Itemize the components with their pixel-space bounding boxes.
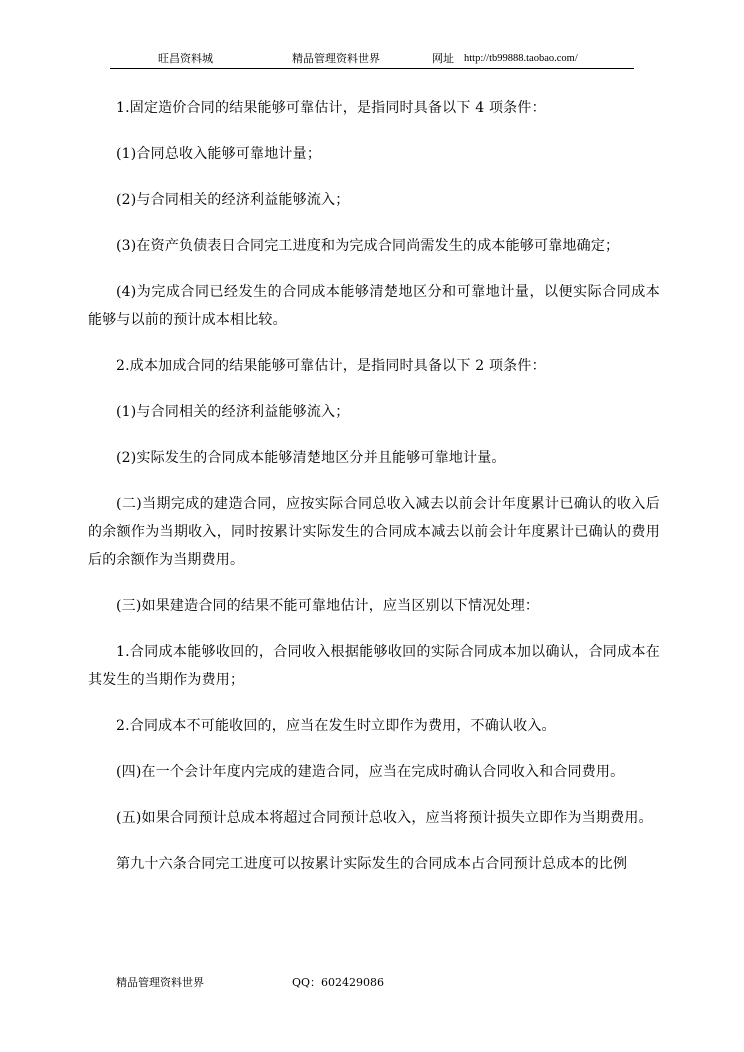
document-body [88, 94, 660, 878]
header-url-link[interactable]: http://tb99888.taobao.com/ [464, 53, 578, 64]
page-header [110, 52, 634, 69]
paragraph: 1.合同成本能够收回的，合同收入根据能够收回的实际合同成本加以确认，合同成本在其发生的当期作为费用； [88, 644, 660, 688]
paragraph: 1.固定造价合同的结果能够可靠估计，是指同时具备以下 4 项条件： [116, 100, 546, 116]
header-site-name: 精品管理资料世界 [292, 52, 380, 65]
paragraph: (五)如果合同预计总成本将超过合同预计总收入，应当将预计损失立即作为当期费用。 [116, 810, 653, 826]
paragraph: (1)与合同相关的经济利益能够流入； [116, 404, 350, 420]
paragraph: (二)当期完成的建造合同，应按实际合同总收入减去以前会计年度累计已确认的收入后的余额作为当期收入，同时按累计实际发生的合同成本减去以前会计年度累计已确认的费用后的余额作为当期费用。 [88, 496, 660, 568]
paragraph: 2.合同成本不可能收回的，应当在发生时立即作为费用，不确认收入。 [116, 718, 556, 734]
paragraph: 2.成本加成合同的结果能够可靠估计，是指同时具备以下 2 项条件： [116, 358, 546, 374]
header-url-label: 网址 [432, 52, 454, 65]
paragraph: 第九十六条合同完工进度可以按累计实际发生的合同成本占合同预计总成本的比例 [116, 856, 628, 872]
paragraph: (2)实际发生的合同成本能够清楚地区分并且能够可靠地计量。 [116, 450, 506, 466]
paragraph: (2)与合同相关的经济利益能够流入； [116, 192, 350, 208]
paragraph: (3)在资产负债表日合同完工进度和为完成合同尚需发生的成本能够可靠地确定； [116, 238, 620, 254]
footer-qq-contact: QQ：602429086 [292, 976, 385, 989]
footer-site-name: 精品管理资料世界 [116, 976, 204, 989]
paragraph: (四)在一个会计年度内完成的建造合同，应当在完成时确认合同收入和合同费用。 [116, 764, 625, 780]
paragraph: (4)为完成合同已经发生的合同成本能够清楚地区分和可靠地计量，以便实际合同成本能够与以前的预计成本相比较。 [88, 284, 660, 328]
header-shop-name: 旺昌资料城 [158, 52, 213, 65]
paragraph: (1)合同总收入能够可靠地计量； [116, 146, 322, 162]
paragraph: (三)如果建造合同的结果不能可靠地估计，应当区别以下情况处理： [116, 598, 540, 614]
